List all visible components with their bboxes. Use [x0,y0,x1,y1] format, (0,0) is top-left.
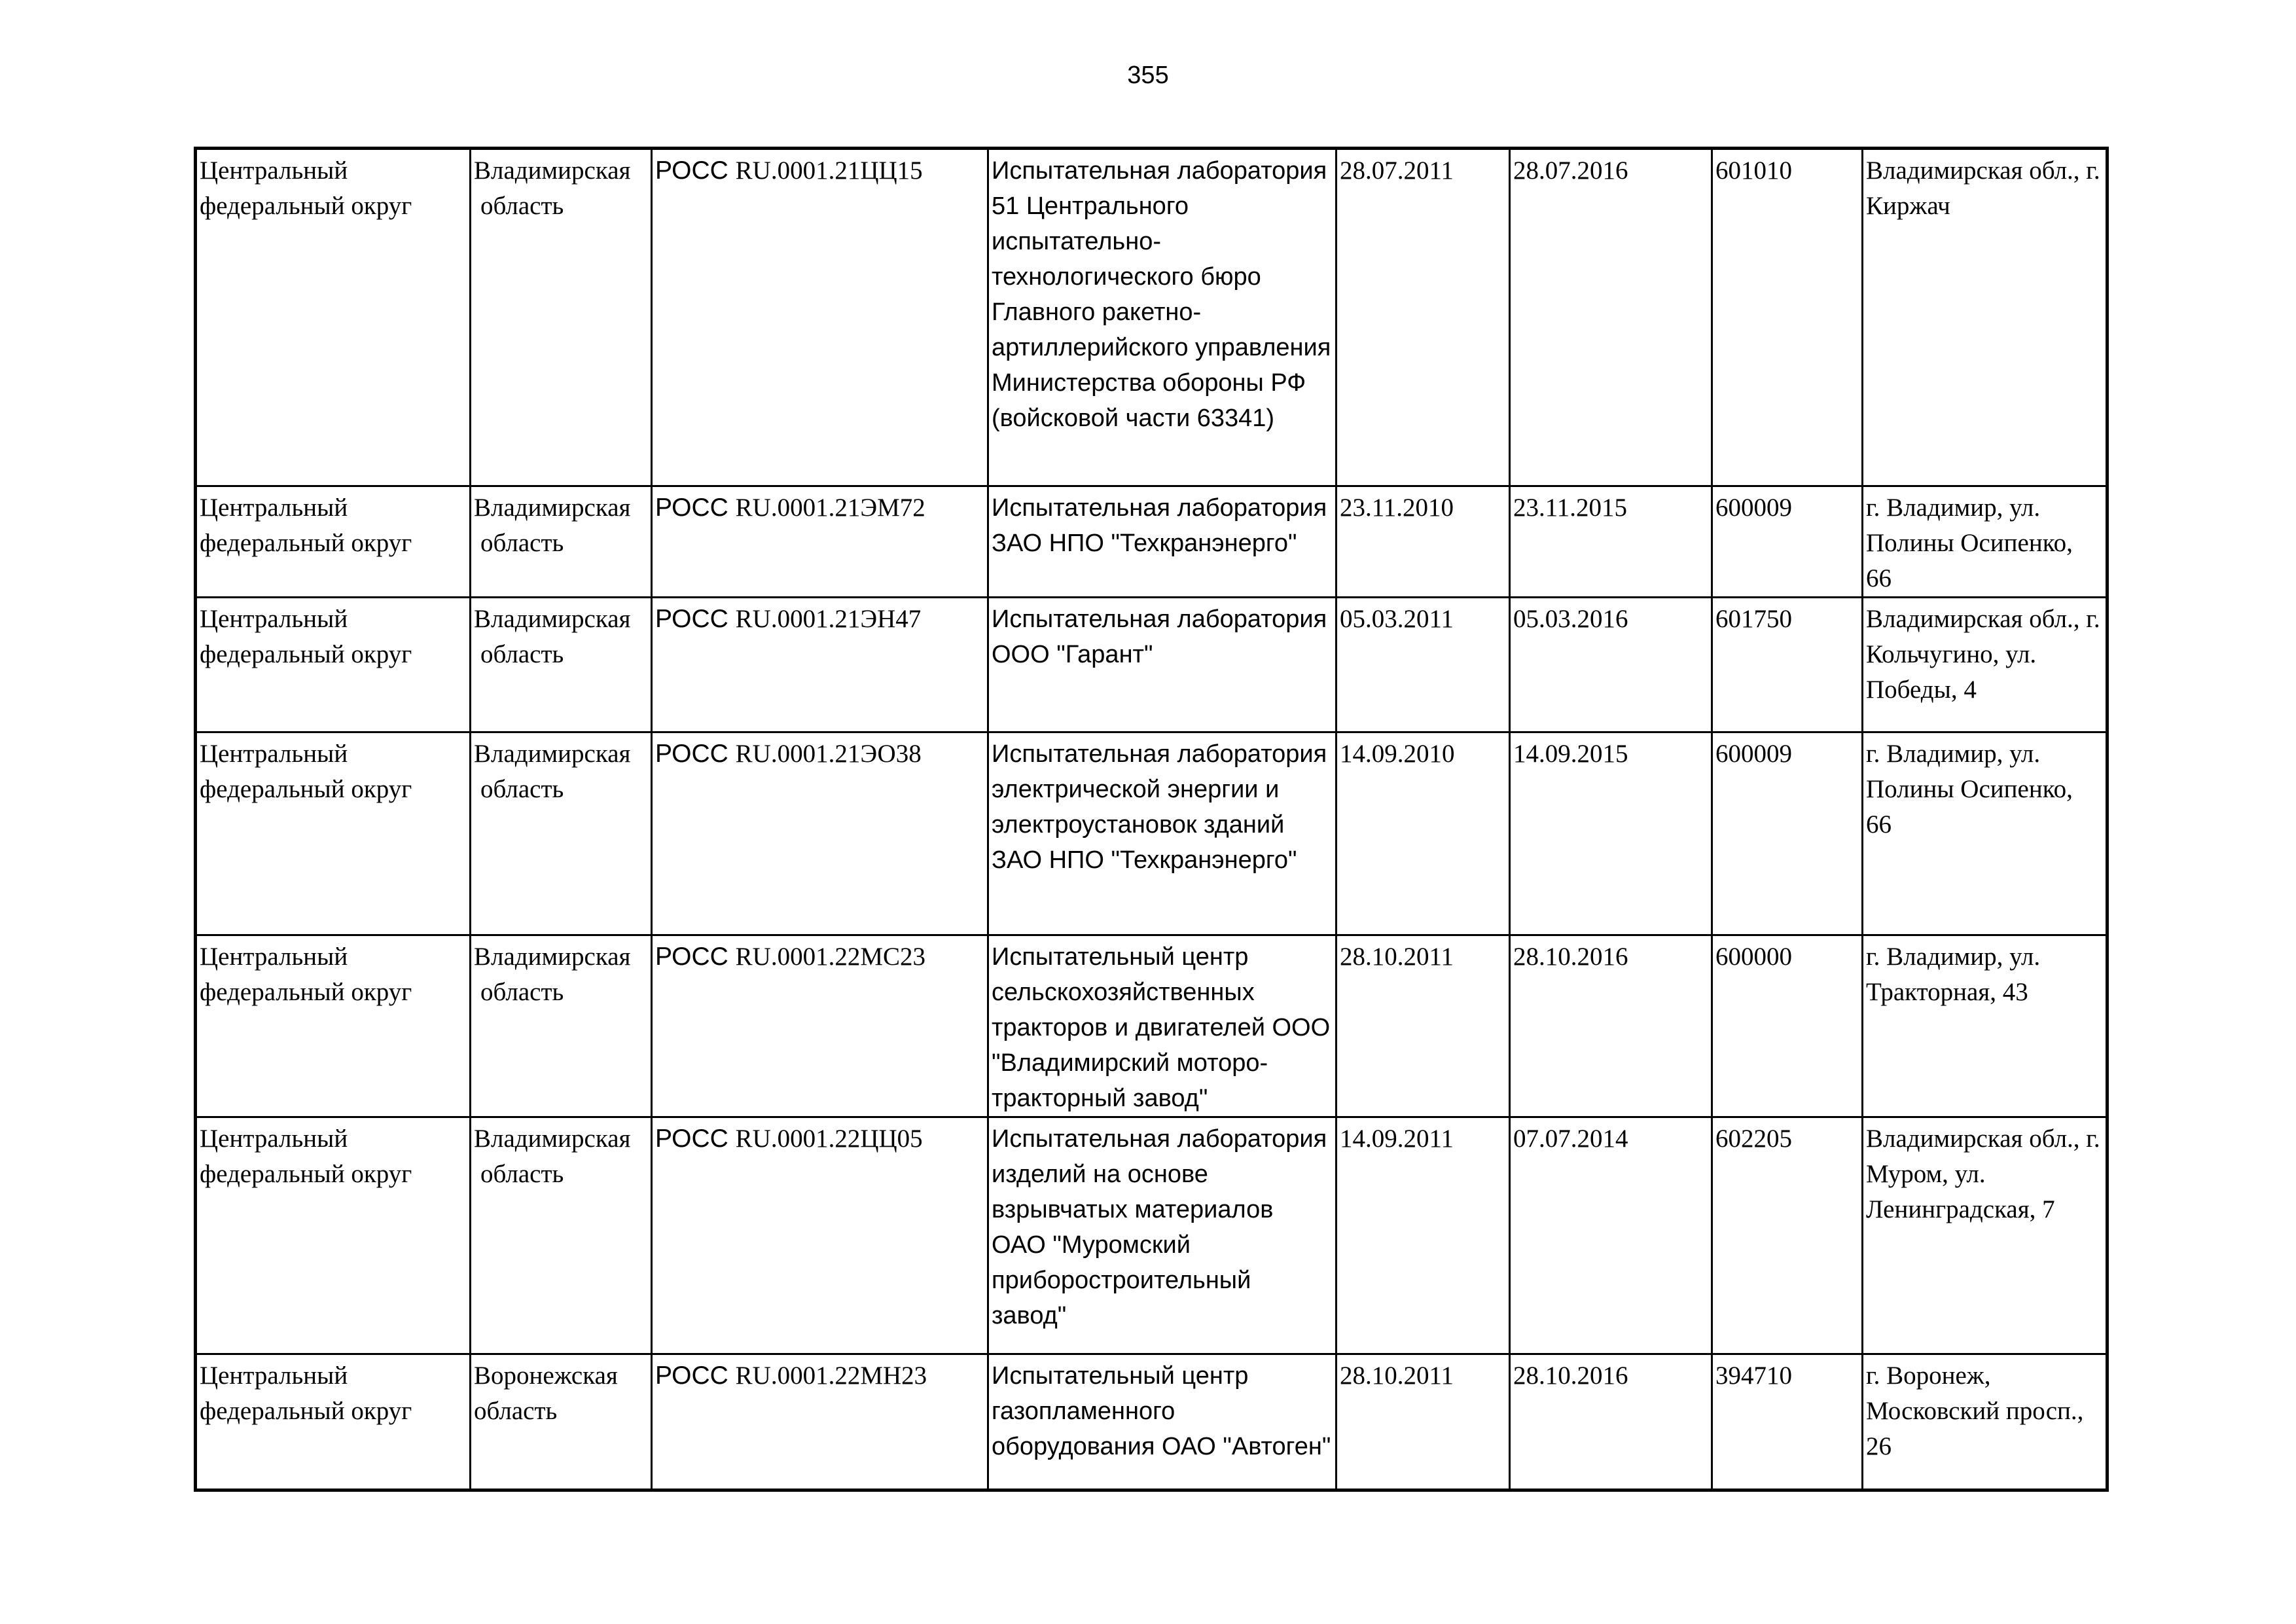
registry-table [194,147,2109,1492]
date-expires-cell: 07.07.2014 [1510,1117,1712,1354]
table-row [196,486,2108,598]
certificate-cell [652,935,988,1117]
address-cell: г. Владимир, ул. Полины Осипенко, 66 [1863,732,2108,935]
certificate-prefix: РОСС [655,1125,736,1153]
district-cell: Центральный федеральный округ [196,1354,471,1490]
postal-code-cell: 600009 [1712,486,1863,598]
region-line2: область [480,192,564,220]
address-cell: г. Владимир, ул. Тракторная, 43 [1863,935,2108,1117]
date-expires-cell: 05.03.2016 [1510,598,1712,732]
certificate-number: RU.0001.21ЦЦ15 [735,156,923,185]
table-row [196,1117,2108,1354]
certificate-prefix: РОСС [655,494,736,522]
address-cell: г. Воронеж, Московский просп., 26 [1863,1354,2108,1490]
address-cell: г. Владимир, ул. Полины Осипенко, 66 [1863,486,2108,598]
region-line2: область [480,978,564,1006]
region-cell [471,598,652,732]
address-cell: Владимирская обл., г. Кольчугино, ул. Победы, 4 [1863,598,2108,732]
region-line2: область [480,1160,564,1188]
district-cell: Центральный федеральный округ [196,486,471,598]
lab-name-cell: Испытательный центр сельскохозяйственных тракторов и двигателей ООО "Владимирский моторо-тракторный завод" [988,935,1336,1117]
date-issued-cell: 14.09.2010 [1336,732,1510,935]
date-expires-cell: 28.10.2016 [1510,935,1712,1117]
date-expires-cell: 14.09.2015 [1510,732,1712,935]
region-cell [471,732,652,935]
region-line2: область [480,529,564,557]
postal-code-cell: 600000 [1712,935,1863,1117]
certificate-cell [652,1117,988,1354]
certificate-cell [652,598,988,732]
lab-name-cell: Испытательная лаборатория ЗАО НПО "Техкранэнерго" [988,486,1336,598]
region-line1: Владимирская [474,494,631,522]
address-cell: Владимирская обл., г. Киржач [1863,149,2108,486]
district-cell: Центральный федеральный округ [196,935,471,1117]
region-cell [471,486,652,598]
lab-name-cell: Испытательная лаборатория ООО "Гарант" [988,598,1336,732]
certificate-prefix: РОСС [655,1362,736,1390]
page-number: 355 [1127,62,1169,89]
district-cell: Центральный федеральный округ [196,149,471,486]
lab-name-cell: Испытательный центр газопламенного оборудования ОАО "Автоген" [988,1354,1336,1490]
district-cell: Центральный федеральный округ [196,732,471,935]
date-issued-cell: 23.11.2010 [1336,486,1510,598]
district-cell: Центральный федеральный округ [196,598,471,732]
postal-code-cell: 601010 [1712,149,1863,486]
certificate-number: RU.0001.21ЭО38 [735,740,922,768]
date-issued-cell: 28.10.2011 [1336,935,1510,1117]
table-row [196,1354,2108,1490]
date-issued-cell: 28.10.2011 [1336,1354,1510,1490]
certificate-cell [652,486,988,598]
region-cell [471,1354,652,1490]
certificate-prefix: РОСС [655,943,736,971]
region-cell [471,1117,652,1354]
lab-name-cell: Испытательная лаборатория 51 Центрального испытательно-технологического бюро Главного ракетно-артиллерийского управления Министерства обороны РФ (войсковой части 63341) [988,149,1336,486]
district-cell: Центральный федеральный округ [196,1117,471,1354]
certificate-prefix: РОСС [655,605,736,633]
certificate-number: RU.0001.22МН23 [735,1362,927,1390]
certificate-cell [652,1354,988,1490]
registry-body [196,149,2108,1490]
date-expires-cell: 28.10.2016 [1510,1354,1712,1490]
table-row [196,149,2108,486]
lab-name-cell: Испытательная лаборатория изделий на основе взрывчатых материалов ОАО "Муромский приборостроительный завод" [988,1117,1336,1354]
table-row [196,598,2108,732]
certificate-prefix: РОСС [655,156,736,185]
postal-code-cell: 602205 [1712,1117,1863,1354]
date-issued-cell: 05.03.2011 [1336,598,1510,732]
date-expires-cell: 28.07.2016 [1510,149,1712,486]
region-line2: область [480,775,564,803]
certificate-cell [652,732,988,935]
region-line1: Владимирская [474,740,631,768]
region-line2: область [480,640,564,668]
certificate-number: RU.0001.22МС23 [735,943,926,971]
certificate-number: RU.0001.21ЭМ72 [735,494,925,522]
region-line1: Владимирская [474,605,631,633]
lab-name-cell: Испытательная лаборатория электрической энергии и электроустановок зданий ЗАО НПО "Техкранэнерго" [988,732,1336,935]
certificate-cell [652,149,988,486]
region-cell [471,935,652,1117]
region-cell [471,149,652,486]
certificate-number: RU.0001.22ЦЦ05 [735,1125,923,1153]
region-line1: Воронежская [474,1362,618,1390]
table-row [196,732,2108,935]
postal-code-cell: 601750 [1712,598,1863,732]
date-issued-cell: 14.09.2011 [1336,1117,1510,1354]
postal-code-cell: 394710 [1712,1354,1863,1490]
certificate-number: RU.0001.21ЭН47 [735,605,922,633]
date-expires-cell: 23.11.2015 [1510,486,1712,598]
region-line1: Владимирская [474,1125,631,1153]
certificate-prefix: РОСС [655,740,736,768]
address-cell: Владимирская обл., г. Муром, ул. Ленинградская, 7 [1863,1117,2108,1354]
table-row [196,935,2108,1117]
region-line1: Владимирская [474,156,631,185]
region-line2: область [474,1397,558,1425]
region-line1: Владимирская [474,943,631,971]
date-issued-cell: 28.07.2011 [1336,149,1510,486]
postal-code-cell: 600009 [1712,732,1863,935]
